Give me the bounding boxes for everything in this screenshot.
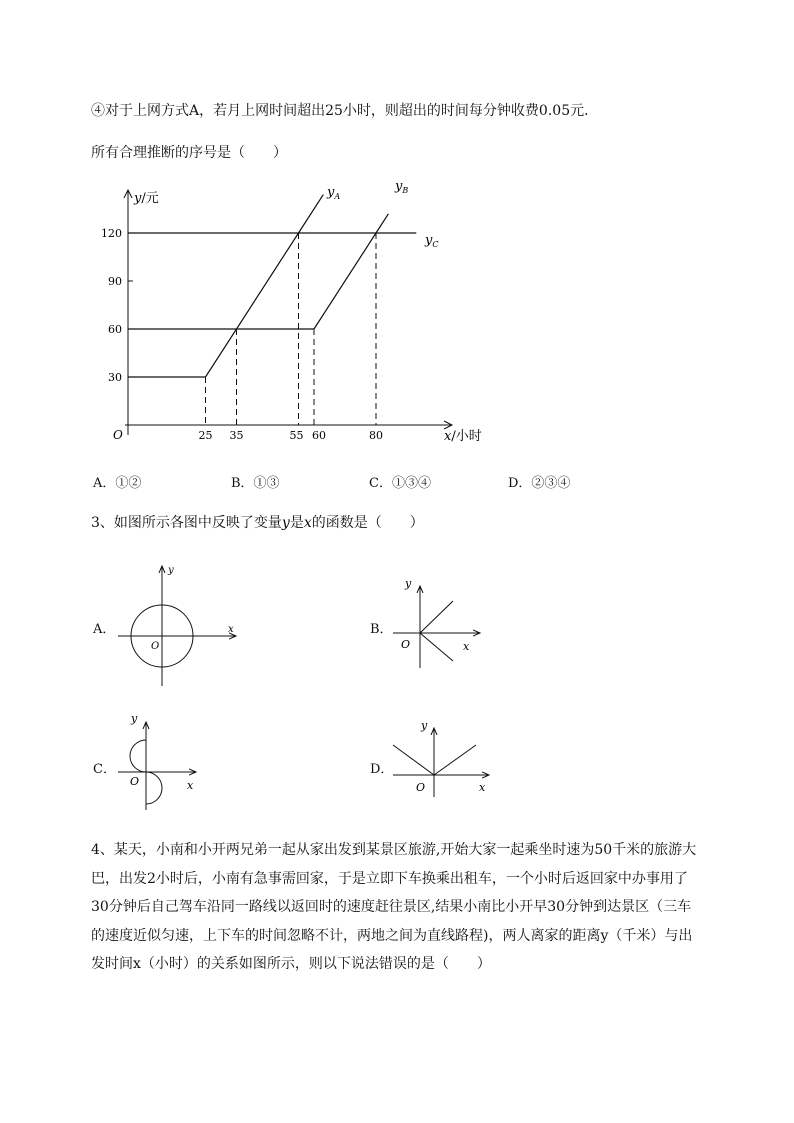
option-c[interactable]: C．①③④ — [369, 476, 431, 491]
x-axis-label: x — [187, 779, 194, 792]
y-axis-label: y — [421, 719, 428, 732]
figure-b-ray-graph — [393, 577, 480, 668]
q4-line: 发时间x（小时）的关系如图所示，则以下说法错误的是（ ） — [91, 956, 491, 972]
right-ray — [434, 745, 476, 775]
q3-option-d-label[interactable]: D． — [370, 762, 394, 777]
q3-option-b-label[interactable]: B． — [370, 622, 393, 637]
q3-var-x: x — [303, 515, 312, 531]
series-label-C: $y_C$ — [425, 233, 439, 249]
x-axis-label: x/小时 — [444, 429, 482, 444]
q4-line: 巴，出发2小时后，小南有急事需回家，于是立即下车换乘出租车，一个小时后返回家中办事用了 — [91, 870, 688, 887]
origin-label: O — [113, 428, 123, 442]
left-ray — [393, 745, 434, 775]
upper-ray — [420, 601, 453, 633]
option-d[interactable]: D．②③④ — [508, 476, 571, 491]
x-axis-label: x — [463, 640, 470, 653]
x-axis-label: x — [228, 624, 234, 635]
figure-d-v-graph — [393, 719, 489, 797]
x-axis-label: x — [479, 781, 486, 794]
y-tick-label: 90 — [108, 275, 122, 288]
question-prompt: 所有合理推断的序号是（ ） — [91, 145, 287, 161]
y-tick-label: 60 — [108, 323, 122, 336]
statement-4: ④对于上网方式A，若月上网时间超出25小时，则超出的时间每分钟收费0.05元． — [91, 103, 599, 119]
q4-line: 的速度近似匀速，上下车的时间忽略不计，两地之间为直线路程)，两人离家的距离y（千米）与出 — [91, 927, 693, 944]
x-tick-label: 55 — [289, 429, 304, 442]
question-4 — [91, 836, 741, 979]
q3-text-part: 是 — [289, 515, 304, 531]
q4-line: 4、某天，小南和小开两兄弟一起从家出发到某景区旅游,开始大家一起乘坐时速为50千米的旅游大 — [91, 842, 697, 858]
y-axis-label: y — [168, 565, 174, 576]
option-a[interactable]: A．①② — [93, 476, 142, 491]
lower-ray — [420, 633, 453, 661]
origin-label: O — [401, 638, 411, 651]
y-axis-label: y — [405, 577, 412, 590]
x-tick-label: 80 — [369, 429, 383, 442]
origin-label: O — [130, 775, 140, 788]
origin-label: O — [151, 641, 160, 652]
y-axis-label: y — [131, 712, 138, 725]
y-axis-label: y/元 — [134, 191, 159, 206]
lower-semicircle — [146, 772, 162, 804]
q3-var-y: y — [281, 515, 290, 531]
x-tick-label: 25 — [198, 429, 213, 442]
x-tick-label: 60 — [312, 429, 326, 442]
x-tick-label: 35 — [229, 429, 244, 442]
q3-text-part: 的函数是（ ） — [311, 515, 424, 531]
q4-line: 30分钟后自己驾车沿同一路线以返回时的速度赶往景区,结果小南比小开早30分钟到达景区（三车 — [91, 899, 692, 915]
option-b[interactable]: B．①③ — [231, 476, 280, 491]
q3-text-part: 3、如图所示各图中反映了变量 — [91, 515, 282, 531]
q3-option-a-label[interactable]: A． — [93, 622, 116, 637]
q3-option-c-label[interactable]: C． — [93, 762, 116, 777]
series-label-B: $y_B$ — [395, 179, 409, 195]
y-tick-label: 30 — [108, 371, 122, 384]
figure-c-semicircle-graph — [118, 712, 196, 810]
figure-a-circle-graph — [118, 565, 236, 686]
y-tick-label: 120 — [101, 227, 122, 240]
upper-semicircle — [130, 740, 146, 772]
series-label-A: $y_A$ — [327, 185, 341, 201]
origin-label: O — [416, 781, 426, 794]
